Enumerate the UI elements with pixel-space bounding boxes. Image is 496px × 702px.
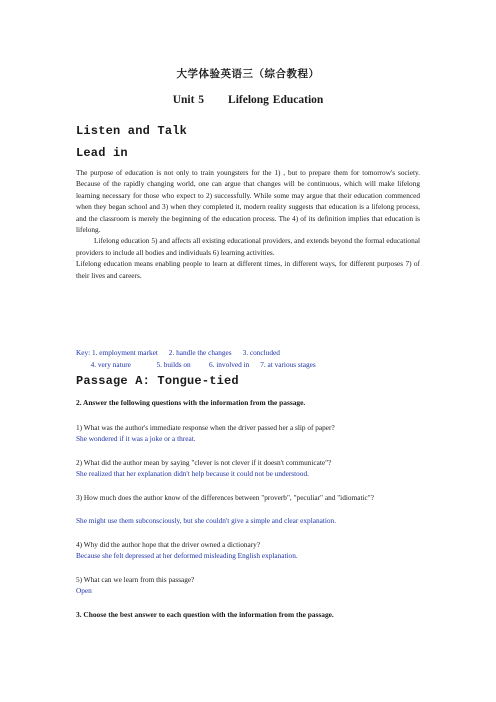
question-4: 4) Why did the author hope that the driver owned a dictionary? bbox=[76, 540, 261, 549]
answer-1: She wondered if it was a joke or a threat. bbox=[76, 434, 196, 443]
paragraph-2: Lifelong education 5) and affects all existing educational providers, and extends beyond the formal educational providers to include all bodies and individuals 6) learning activities. bbox=[76, 236, 420, 257]
question-2: 2) What did the author mean by saying "clever is not clever if it doesn't communicate"? bbox=[76, 458, 332, 467]
answer-5: Open bbox=[76, 586, 92, 595]
unit-heading bbox=[0, 94, 496, 106]
question-3: 3) How much does the author know of the differences between "proverb", "peculiar" and "idiomatic"? bbox=[76, 493, 374, 502]
question-1: 1) What was the author's immediate response when the driver passed her a slip of paper? bbox=[76, 423, 335, 432]
unit-title: Lifelong Education bbox=[228, 94, 324, 106]
document-title: 大学体验英语三（综合教程） bbox=[176, 68, 320, 80]
subheading-lead-in: Lead in bbox=[76, 146, 128, 160]
lead-in-text bbox=[76, 167, 420, 281]
paragraph-1: The purpose of education is not only to train youngsters for the 1) , but to prepare them for tomorrow's society. Because of the rapidly changing world, one can argue that changes will be continuous, which will make lifelong learning necessary for those who expect to 2) successfully. While some may argue that their education commenced when they began school and 3) when they completed it, modern reality suggests that education is a lifelong process, and the classroom is merely the beginning of the education process. The 4) of its definition implies that education is lifelong. bbox=[76, 168, 420, 235]
answer-key-line-1: Key: 1. employment market 2. handle the changes 3. concluded bbox=[76, 348, 280, 357]
answer-3: She might use them subconsciously, but she couldn't give a simple and clear explanation. bbox=[76, 516, 337, 525]
exercise-2-title: 2. Answer the following questions with the information from the passage. bbox=[76, 398, 306, 407]
exercise-3-title: 3. Choose the best answer to each question with the information from the passage. bbox=[76, 610, 334, 619]
answer-4: Because she felt depressed at her deformed misleading English explanation. bbox=[76, 551, 298, 560]
paragraph-3: Lifelong education means enabling people to learn at different times, in different ways, for different purposes 7) of their lives and careers. bbox=[76, 259, 420, 280]
answer-key-line-2: 4. very nature 5. builds on 6. involved in 7. at various stages bbox=[76, 360, 316, 369]
unit-label: Unit 5 bbox=[172, 94, 205, 106]
answer-2: She realized that her explanation didn't help because it could not be understood. bbox=[76, 469, 309, 478]
section-heading-passage-a: Passage A: Tongue-tied bbox=[76, 374, 239, 388]
question-5: 5) What can we learn from this passage? bbox=[76, 575, 195, 584]
section-heading-listen: Listen and Talk bbox=[76, 124, 188, 138]
